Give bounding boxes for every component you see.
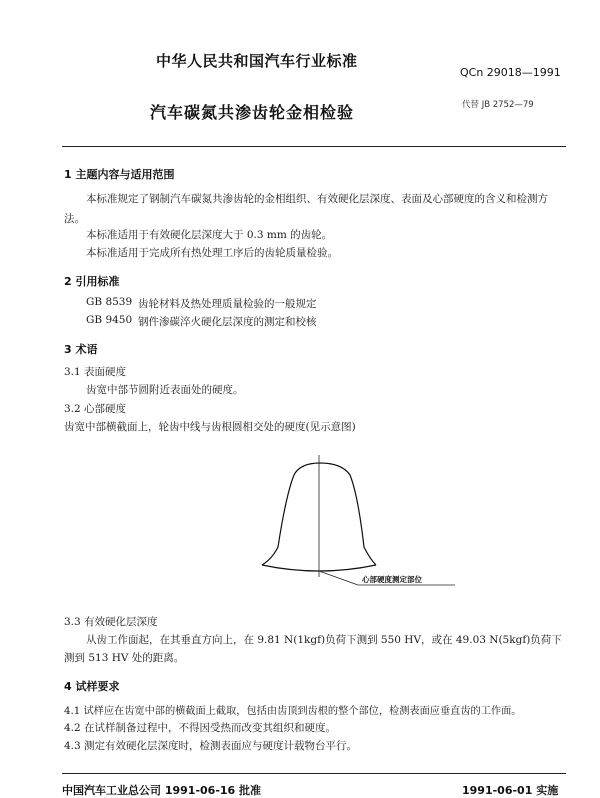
section-1-para-1: 本标准规定了钢制汽车碳氮共渗齿轮的金相组织、有效硬化层深度、表面及心部硬度的含义和检测方 — [86, 193, 548, 205]
document-title: 汽车碳氮共渗齿轮金相检验 — [150, 103, 355, 122]
approval-note: 中国汽车工业总公司 1991-06-16 批准 — [62, 784, 262, 797]
item-4-3: 4.3 测定有效硬化层深度时，检测表面应与硬度计载物台平行。 — [64, 740, 358, 752]
ref-1-text: 齿轮材料及热处理质量检验的一般规定 — [138, 298, 317, 310]
term-3-1: 3.1 表面硬度 — [64, 366, 127, 378]
section-1-para-2: 本标准适用于有效硬化层深度大于 0.3 mm 的齿轮。 — [86, 229, 333, 241]
section-1-heading: 1 主题内容与适用范围 — [64, 168, 175, 181]
standard-code: QCn 29018—1991 — [460, 66, 561, 79]
section-4-heading: 4 试样要求 — [64, 680, 120, 693]
item-4-1: 4.1 试样应在齿宽中部的横截面上截取，包括由齿顶到齿根的整个部位，检测表面应垂直齿的工作面。 — [64, 706, 522, 717]
replaces-note: 代替 JB 2752—79 — [462, 100, 534, 110]
standard-org-title: 中华人民共和国汽车行业标准 — [156, 52, 358, 70]
header-rule — [62, 146, 566, 147]
section-1-para-1-cont: 法。 — [64, 213, 85, 225]
ref-2-text: 钢件渗碳淬火硬化层深度的测定和校核 — [138, 316, 317, 328]
figure-label: 心部硬度测定部位 — [362, 575, 422, 584]
section-1-para-3: 本标准适用于完成所有热处理工序后的齿轮质量检验。 — [86, 247, 338, 259]
ref-1-code: GB 8539 — [86, 296, 133, 308]
term-3-2: 3.2 心部硬度 — [64, 403, 127, 415]
term-3-2-def: 齿宽中部横截面上，轮齿中线与齿根圆相交处的硬度(见示意图) — [64, 421, 356, 433]
footer-rule — [62, 773, 566, 774]
leader-line — [319, 571, 358, 585]
ref-2-code: GB 9450 — [86, 314, 133, 326]
section-2-heading: 2 引用标准 — [64, 275, 120, 288]
implementation-date: 1991-06-01 实施 — [462, 784, 559, 797]
section-3-heading: 3 术语 — [64, 343, 98, 356]
term-3-3-para: 从齿工作面起，在其垂直方向上，在 9.81 N(1kgf)负荷下测到 550 HV，或在 49.03 N(5kgf)负荷下 — [86, 634, 562, 646]
term-3-3: 3.3 有效硬化层深度 — [64, 616, 158, 628]
gear-tooth-diagram — [250, 455, 480, 590]
term-3-1-def: 齿宽中部节圆附近表面处的硬度。 — [86, 384, 244, 396]
term-3-3-para-cont: 测到 513 HV 处的距离。 — [64, 652, 185, 664]
item-4-2: 4.2 在试样制备过程中，不得因受热而改变其组织和硬度。 — [64, 722, 337, 734]
